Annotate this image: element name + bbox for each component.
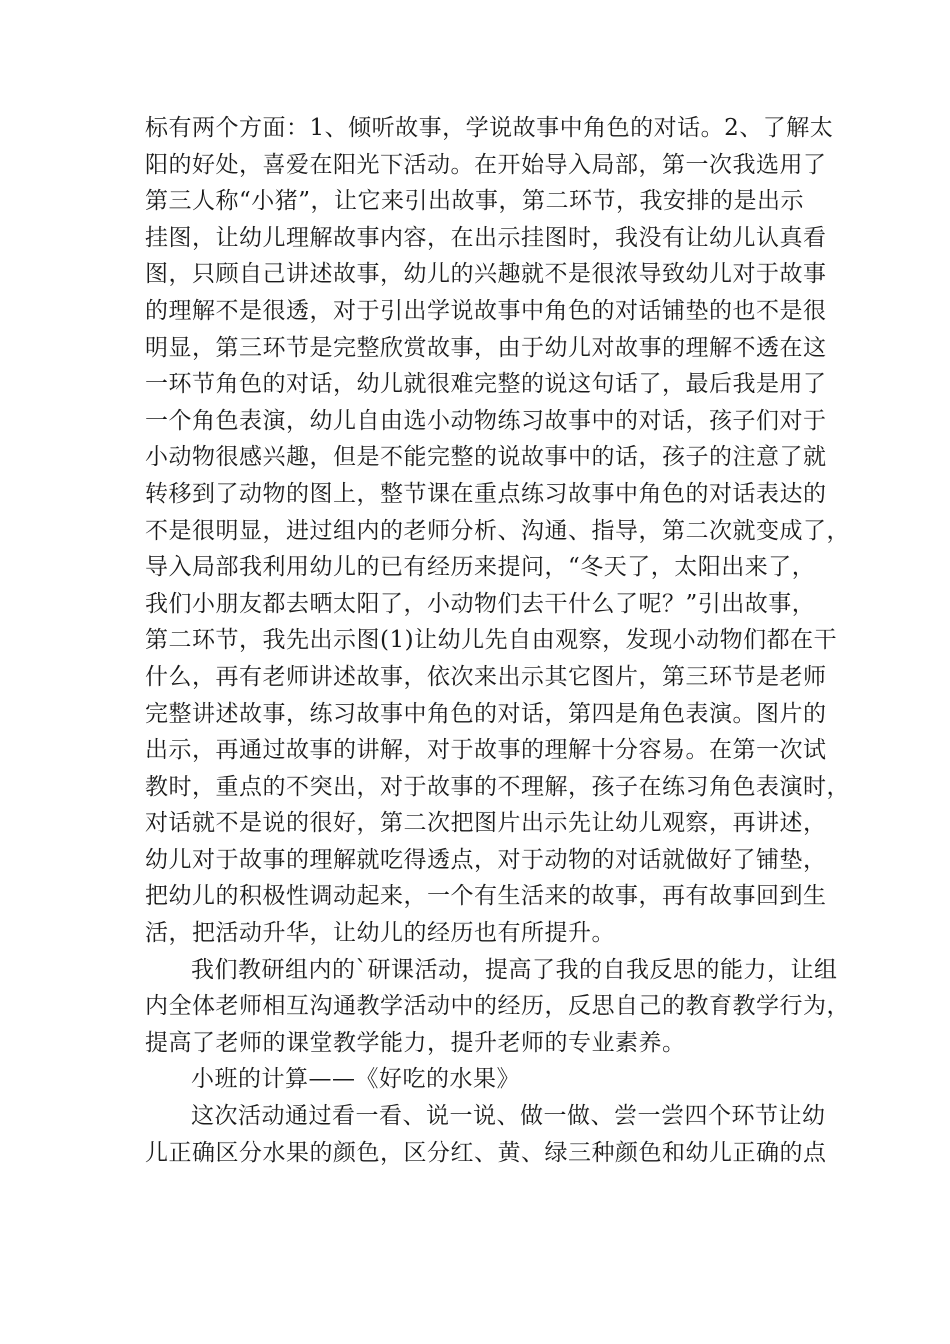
text-line: 提高了老师的课堂教学能力，提升老师的专业素养。 [145, 1029, 686, 1056]
text-line: 明显，第三环节是完整欣赏故事，由于幼儿对故事的理解不透在这 [145, 334, 827, 361]
text-line: 标有两个方面：1、倾听故事，学说故事中角色的对话。2、了解太 [145, 115, 834, 141]
section-heading: 小班的计算——《好吃的水果》 [191, 1066, 520, 1093]
text-line: 我们小朋友都去晒太阳了，小动物们去干什么了呢？”引出故事， [145, 590, 816, 617]
text-line: 对话就不是说的很好，第二次把图片出示先让幼儿观察，再讲述， [145, 810, 827, 837]
text-line: 阳的好处，喜爱在阳光下活动。在开始导入局部，第一次我选用了 [145, 151, 827, 178]
text-line: 教时，重点的不突出，对于故事的不理解，孩子在练习角色表演时， [145, 773, 850, 800]
paragraph-start-line: 我们教研组内的`研课活动，提高了我的自我反思的能力，让组 [191, 956, 838, 983]
text-line: 一个角色表演，幼儿自由选小动物练习故事中的对话，孩子们对于 [145, 407, 827, 434]
text-line: 完整讲述故事，练习故事中角色的对话，第四是角色表演。图片的 [145, 700, 827, 727]
paragraph-start-line: 这次活动通过看一看、说一说、做一做、尝一尝四个环节让幼 [191, 1103, 826, 1130]
text-line: 第三人称“小猪”，让它来引出故事，第二环节，我安排的是出示 [145, 188, 805, 215]
text-line: 的理解不是很透，对于引出学说故事中角色的对话铺垫的也不是很 [145, 297, 827, 324]
text-line: 幼儿对于故事的理解就吃得透点，对于动物的对话就做好了铺垫， [145, 846, 827, 873]
text-line: 导入局部我利用幼儿的已有经历来提问，“冬天了，太阳出来了， [145, 554, 816, 581]
text-line: 把幼儿的积极性调动起来，一个有生活来的故事，再有故事回到生 [145, 883, 827, 910]
text-line: 一环节角色的对话，幼儿就很难完整的说这句话了，最后我是用了 [145, 371, 827, 398]
text-line: 图，只顾自己讲述故事，幼儿的兴趣就不是很浓导致幼儿对于故事 [145, 261, 827, 288]
text-line: 不是很明显，进过组内的老师分析、沟通、指导，第二次就变成了， [145, 517, 850, 544]
text-line: 转移到了动物的图上，整节课在重点练习故事中角色的对话表达的 [145, 480, 827, 507]
text-line: 挂图，让幼儿理解故事内容，在出示挂图时，我没有让幼儿认真看 [145, 224, 827, 251]
body-text [145, 110, 850, 1171]
text-line: 什么，再有老师讲述故事，依次来出示其它图片，第三环节是老师 [145, 663, 827, 690]
text-line: 小动物很感兴趣，但是不能完整的说故事中的话，孩子的注意了就 [145, 444, 827, 471]
text-line: 第二环节，我先出示图(1)让幼儿先自由观察，发现小动物们都在干 [145, 627, 838, 654]
text-line: 出示，再通过故事的讲解，对于故事的理解十分容易。在第一次试 [145, 737, 827, 764]
text-line: 儿正确区分水果的颜色，区分红、黄、绿三种颜色和幼儿正确的点 [145, 1139, 827, 1166]
text-line: 活，把活动升华，让幼儿的经历也有所提升。 [145, 920, 615, 947]
text-line: 内全体老师相互沟通教学活动中的经历，反思自己的教育教学行为， [145, 993, 850, 1020]
